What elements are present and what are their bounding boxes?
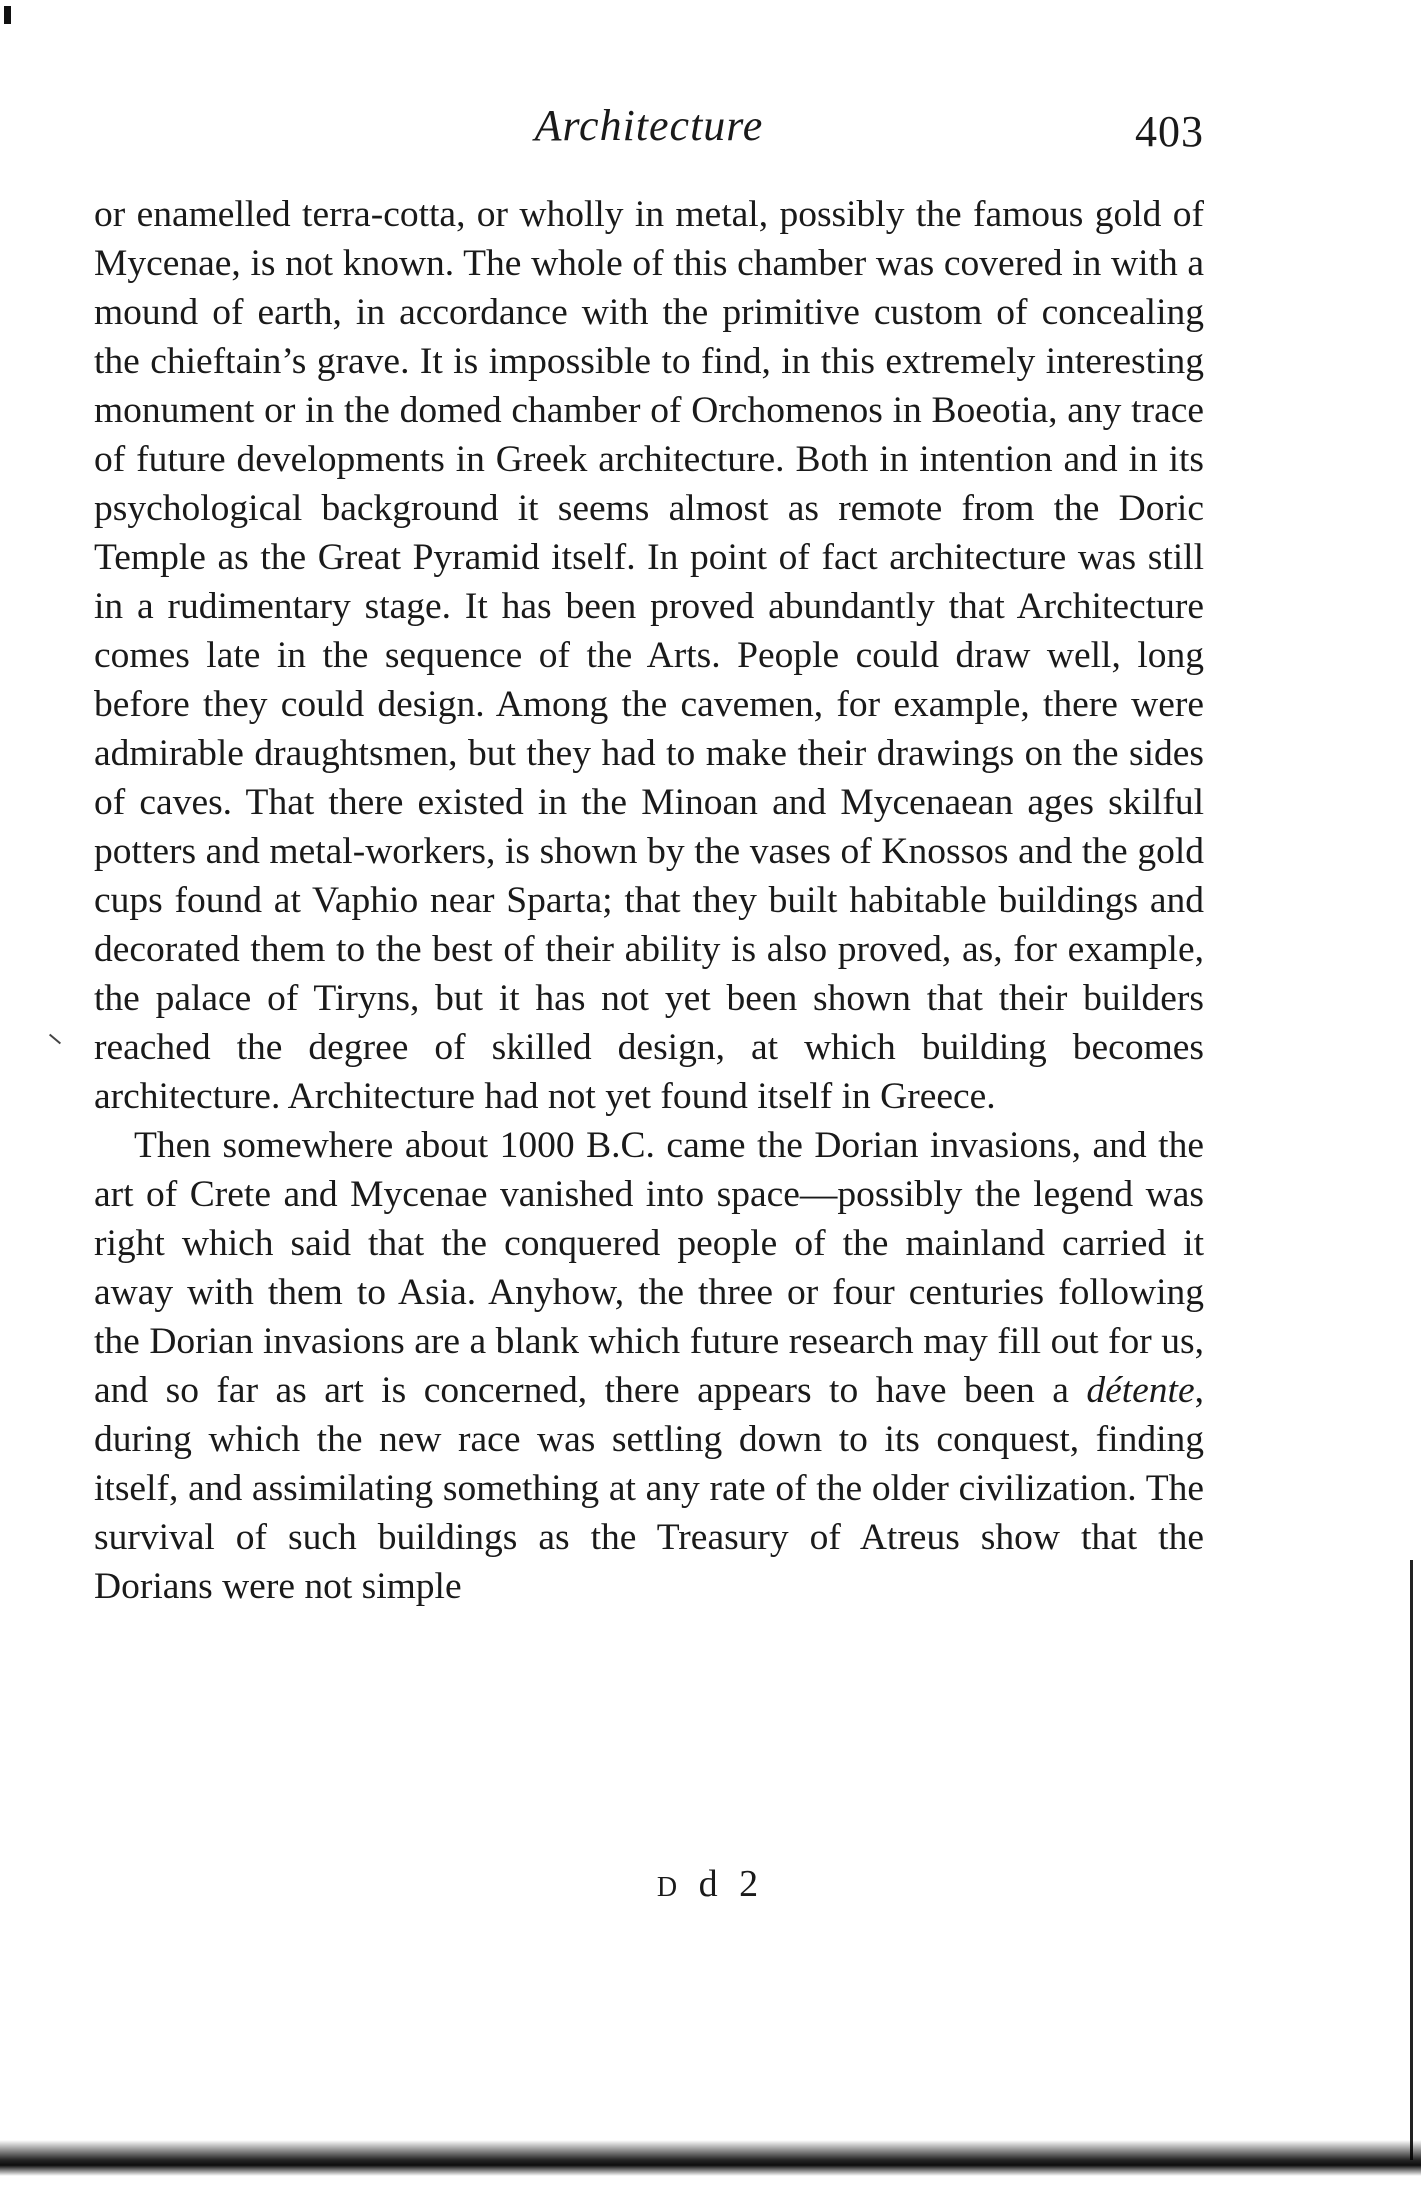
paragraph-2-text-end: , during which the new race was settling down to its conquest, finding itself, and assimilating something at any rate of the older civilization. The survival of such buildings as the Treasury of Atreus show that the Dorians were not simple (94, 1370, 1204, 1607)
scan-bottom-shadow (0, 2140, 1421, 2176)
paragraph-1: or enamelled terra-cotta, or wholly in metal, possibly the famous gold of Mycenae, is not known. The whole of this chamber was covered in with a mound of earth, in accordance with the primitive custom of concealing the chieftain’s grave. It is impossible to find, in this extremely interesting monument or in the domed chamber of Orchomenos in Boeotia, any trace of future developments in Greek architecture. Both in intention and in its psychological background it seems almost as remote from the Doric Temple as the Great Pyramid itself. In point of fact architecture was still in a rudimentary stage. It has been proved abundantly that Architecture comes late in the sequence of the Arts. People could draw well, long before they could design. Among the cavemen, for example, there were admirable draughtsmen, but they had to make their drawings on the sides of caves. That there existed in the Minoan and Mycenaean ages skilful potters and metal-workers, is shown by the vases of Knossos and the gold cups found at Vaphio near Sparta; that they built habitable buildings and decorated them to the best of their ability is also proved, as, for example, the palace of Tiryns, but it has not yet been shown that their builders reached the degree of skilled design, at which building becomes architecture. Architecture had not yet found itself in Greece. (94, 194, 1204, 1117)
paragraph-2 (94, 1121, 1204, 1611)
running-head: Architecture (534, 101, 764, 150)
signature-rest: d 2 (698, 1863, 765, 1905)
paragraph-2-text-start: Then somewhere about 1000 B.C. came the Dorian invasions, and the art of Crete and Mycenae vanished into space—possibly the legend was right which said that the conquered people of the mainland carried it away with them to Asia. Anyhow, the three or four centuries following the Dorian invasions are a blank which future research may fill out for us, and so far as art is concerned, there appears to have been a (94, 1125, 1204, 1411)
page-header (94, 100, 1204, 160)
margin-pencil-mark (49, 1034, 61, 1045)
signature-mark (0, 1862, 1421, 1906)
scan-corner-mark (4, 6, 11, 24)
page-number: 403 (1135, 107, 1204, 156)
italic-term: détente (1086, 1370, 1195, 1411)
page-edge-line (1410, 1560, 1413, 2160)
body-text (94, 190, 1204, 1611)
signature-letter: D (656, 1872, 684, 1903)
